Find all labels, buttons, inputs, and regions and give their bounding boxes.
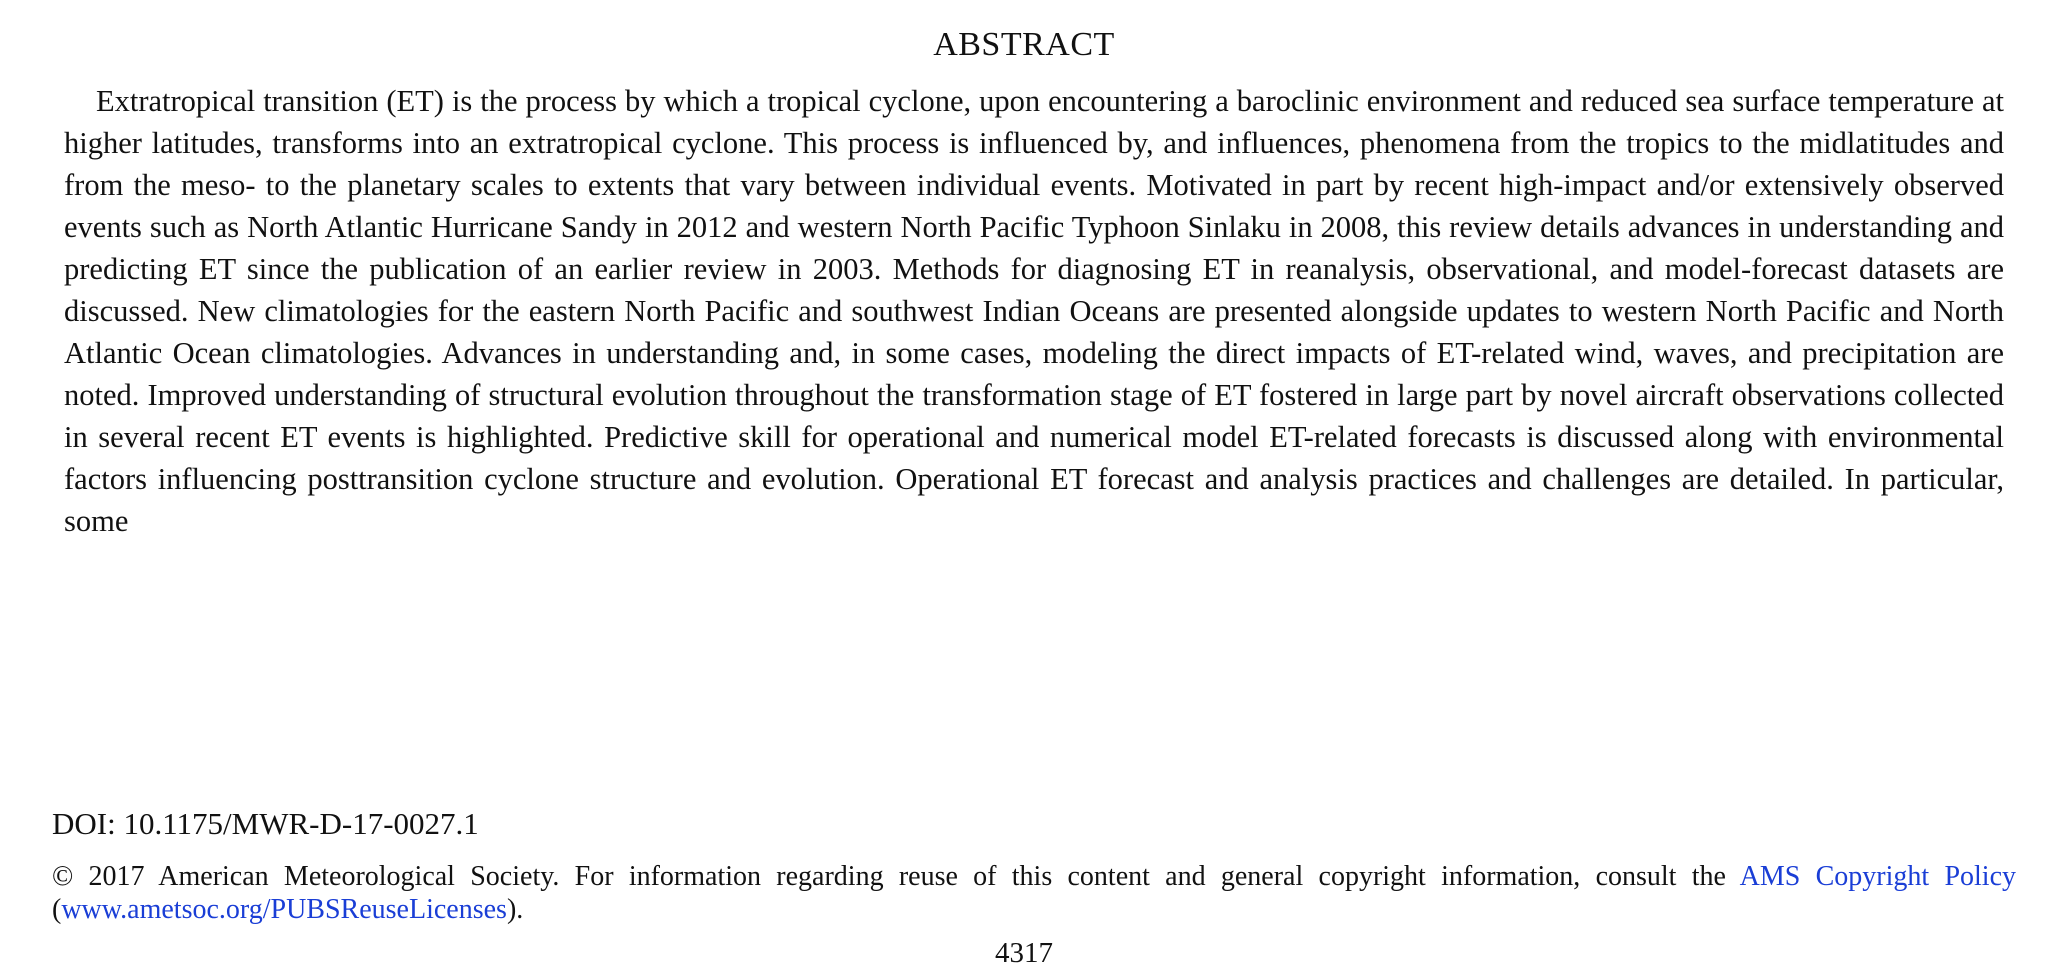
reuse-licenses-url-link[interactable]: www.ametsoc.org/PUBSReuseLicenses <box>61 894 507 925</box>
abstract-text: Extratropical transition (ET) is the process by which a tropical cyclone, upon encountering a baroclinic environment and reduced sea surface temperature at higher latitudes, transforms into an extratropical cyclone. This process is influenced by, and influences, phenomena from the tropics to the midlatitudes and from the meso- to the planetary scales to extents that vary between individual events. Motivated in part by recent high-impact and/or extensively observed events such as North Atlantic Hurricane Sandy in 2012 and western North Pacific Typhoon Sinlaku in 2008, this review details advances in understanding and predicting ET since the publication of an earlier review in 2003. Methods for diagnosing ET in reanalysis, observational, and model-forecast datasets are discussed. New climatologies for the eastern North Pacific and southwest Indian Oceans are presented alongside updates to western North Pacific and North Atlantic Ocean climatologies. Advances in understanding and, in some cases, modeling the direct impacts of ET-related wind, waves, and precipitation are noted. Improved understanding of structural evolution throughout the transformation stage of ET fostered in large part by novel aircraft observations collected in several recent ET events is highlighted. Predictive skill for operational and numerical model ET-related forecasts is discussed along with environmental factors influencing posttransition cyclone structure and evolution. Operational ET forecast and analysis practices and challenges are detailed. In particular, some <box>64 84 2004 538</box>
copyright-notice <box>52 860 2016 926</box>
ams-copyright-policy-link[interactable]: AMS Copyright Policy <box>1739 861 2016 892</box>
page-number: 4317 <box>995 937 1053 969</box>
copyright-text: © 2017 American Meteorological Society. For information regarding reuse of this content and general copyright information, consult the <box>52 861 1740 892</box>
paren-open: ( <box>52 894 62 925</box>
abstract-heading: ABSTRACT <box>933 26 1115 63</box>
doi-label: DOI: 10.1175/MWR-D-17-0027.1 <box>52 806 479 841</box>
paren-close: ). <box>506 894 524 925</box>
